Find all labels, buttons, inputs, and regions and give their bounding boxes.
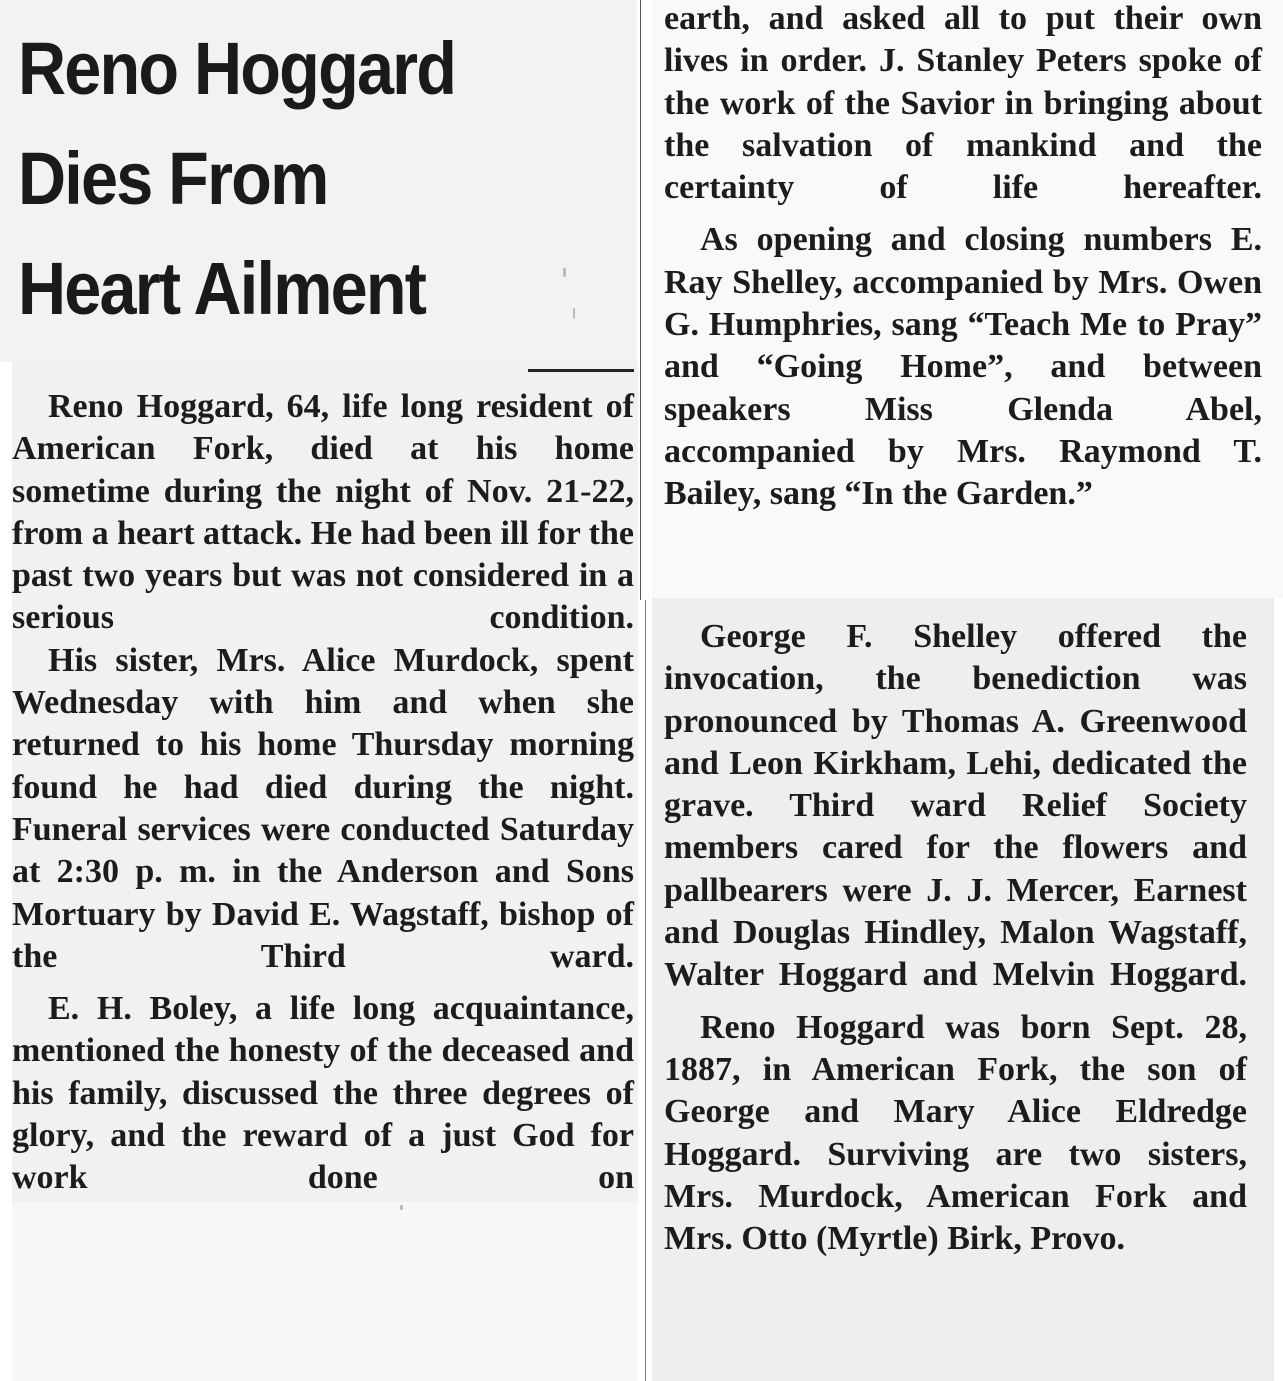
- paragraph-invocation-pallbearers: George F. Shelley offered the invocation, the benediction was pronounced by Thomas A. Greenwood and Leon Kirkham, Lehi, dedicated the grave. Third ward Relief Society members cared for the flowers and pallbearers were J. J. Mercer, Earnest and Douglas Hindley, Malon Wagstaff, Walter Hoggard and Melvin Hoggard.: [664, 618, 1247, 994]
- right-column-bottom: [664, 616, 1247, 1260]
- print-speck: [400, 1205, 403, 1210]
- paragraph-death-notice: Reno Hoggard, 64, life long resident of American Fork, died at his home sometime during the night of Nov. 21-22, from a heart attack. He had been ill for the past two years but was not considered in a serious condition.: [12, 388, 634, 637]
- headline-line-2: Dies From: [18, 137, 328, 220]
- column-divider-lower: [645, 600, 646, 1381]
- print-speck: [573, 308, 575, 319]
- paragraph-birth-survivors: Reno Hoggard was born Sept. 28, 1887, in American Fork, the son of George and Mary Alice Eldredge Hoggard. Surviving are two sisters, Mrs. Murdock, American Fork and Mrs. Otto (Myrtle) Birk, Provo.: [664, 1008, 1247, 1258]
- headline-line-1: Reno Hoggard: [18, 27, 456, 110]
- headline-line-3: Heart Ailment: [18, 247, 426, 330]
- headline-separator-rule: [528, 369, 634, 372]
- paragraph-eulogy-continued: earth, and asked all to put their own lives in order. J. Stanley Peters spoke of the work of the Savior in bringing about the salvation of mankind and the certainty of life hereafter.: [664, 0, 1262, 207]
- left-column-bottom-clipping: [12, 1202, 638, 1381]
- paragraph-musical-numbers: As opening and closing numbers E. Ray Shelley, accompanied by Mrs. Owen G. Humphries, sang “Teach Me to Pray” and “Going Home”, and between speakers Miss Glenda Abel, accompanied by Mrs. Raymond T. Bailey, sang “In the Garden.”: [664, 221, 1262, 513]
- left-column: [12, 386, 634, 1200]
- right-column-top: [664, 0, 1262, 516]
- print-speck: [563, 268, 566, 277]
- paragraph-funeral-services: His sister, Mrs. Alice Murdock, spent Wednesday with him and when she returned to his home Thursday morning found he had died during the night. Funeral services were conducted Saturday at 2:30 p. m. in the Anderson and Sons Mortuary by David E. Wagstaff, bishop of the Third ward.: [12, 641, 634, 975]
- paragraph-eulogy-start: E. H. Boley, a life long acquaintance, mentioned the honesty of the deceased and his family, discussed the three degrees of glory, and the reward of a just God for work done on: [12, 990, 634, 1197]
